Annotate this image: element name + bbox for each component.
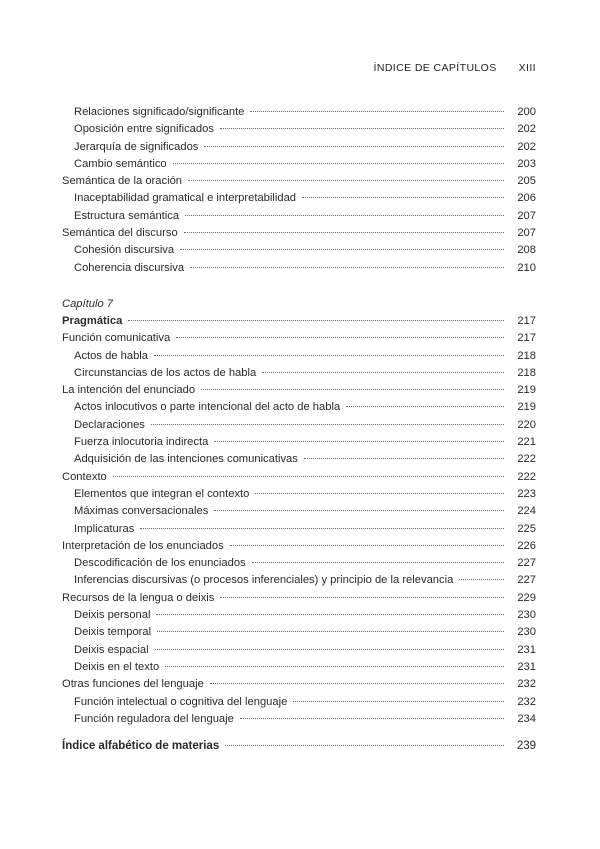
entry-title: Relaciones significado/significante bbox=[74, 106, 245, 118]
entry-title: Inferencias discursivas (o procesos inferenciales) y principio de la relevancia bbox=[74, 574, 454, 587]
entry-title: Cambio semántico bbox=[74, 157, 167, 170]
entry-page: 207 bbox=[517, 227, 536, 240]
dot-leader bbox=[154, 355, 504, 356]
dot-leader bbox=[165, 666, 504, 667]
dot-leader bbox=[155, 649, 504, 650]
entry-page: 231 bbox=[517, 643, 536, 656]
entry-page: 219 bbox=[517, 384, 536, 397]
entry-title: Semántica de la oración bbox=[62, 175, 183, 188]
toc-subentry[interactable] bbox=[62, 365, 536, 382]
entry-title: Función intelectual o cognitiva del lenguaje bbox=[74, 695, 288, 708]
entry-page: 234 bbox=[517, 712, 536, 725]
dot-leader bbox=[304, 458, 504, 459]
toc-entry[interactable] bbox=[62, 330, 536, 347]
entry-title: Elementos que integran el contexto bbox=[74, 487, 250, 500]
toc-subentry[interactable] bbox=[62, 434, 536, 451]
entry-title: Actos de habla bbox=[74, 349, 149, 362]
entry-title: Índice alfabético de materias bbox=[62, 740, 220, 752]
entry-title: Deixis personal bbox=[74, 609, 151, 622]
dot-leader bbox=[180, 249, 504, 250]
dot-leader bbox=[459, 579, 504, 580]
toc-subentry[interactable] bbox=[62, 208, 536, 225]
entry-title: Adquisición de las intenciones comunicativas bbox=[74, 453, 298, 466]
entry-title: Actos inlocutivos o parte intencional del acto de habla bbox=[74, 401, 341, 414]
entry-page: 227 bbox=[517, 557, 536, 570]
toc-subentry[interactable] bbox=[62, 121, 536, 138]
entry-title: Interpretación de los enunciados bbox=[62, 539, 224, 552]
toc-subentry[interactable] bbox=[62, 260, 536, 277]
dot-leader bbox=[262, 372, 504, 373]
entry-page: 231 bbox=[517, 660, 536, 673]
dot-leader bbox=[151, 424, 504, 425]
dot-leader bbox=[188, 180, 504, 181]
dot-leader bbox=[190, 267, 504, 268]
entry-page: 205 bbox=[517, 175, 536, 188]
toc-subentry[interactable] bbox=[62, 190, 536, 207]
entry-page: 225 bbox=[517, 522, 536, 535]
entry-page: 230 bbox=[517, 626, 536, 639]
toc-entry[interactable] bbox=[62, 676, 536, 693]
toc-subentry[interactable] bbox=[62, 607, 536, 624]
entry-page: 221 bbox=[517, 436, 536, 449]
dot-leader bbox=[230, 545, 504, 546]
entry-page: 207 bbox=[517, 209, 536, 222]
toc-subentry[interactable] bbox=[62, 521, 536, 538]
entry-page: 232 bbox=[517, 678, 536, 691]
entry-title: Fuerza inlocutoria indirecta bbox=[74, 436, 209, 449]
entry-title: Otras funciones del lenguaje bbox=[62, 678, 204, 691]
dot-leader bbox=[128, 320, 504, 321]
toc-subentry[interactable] bbox=[62, 503, 536, 520]
toc-subentry[interactable] bbox=[62, 156, 536, 173]
entry-page: 217 bbox=[517, 332, 536, 345]
toc-entry[interactable] bbox=[62, 225, 536, 242]
toc-subentry[interactable] bbox=[62, 139, 536, 156]
toc-subentry[interactable] bbox=[62, 417, 536, 434]
entry-page: 218 bbox=[517, 349, 536, 362]
entry-page: 222 bbox=[517, 470, 536, 483]
toc-entry[interactable] bbox=[62, 382, 536, 399]
dot-leader bbox=[156, 614, 504, 615]
toc-entry[interactable] bbox=[62, 469, 536, 486]
entry-title: Descodificación de los enunciados bbox=[74, 557, 246, 570]
entry-title: La intención del enunciado bbox=[62, 384, 196, 397]
dot-leader bbox=[204, 146, 504, 147]
toc-entry[interactable] bbox=[62, 538, 536, 555]
toc-entry[interactable] bbox=[62, 173, 536, 190]
entry-title: Cohesión discursiva bbox=[74, 244, 175, 257]
toc-subentry[interactable] bbox=[62, 555, 536, 572]
dot-leader bbox=[255, 493, 504, 494]
entry-title: Declaraciones bbox=[74, 418, 145, 431]
dot-leader bbox=[220, 597, 504, 598]
entry-page: 223 bbox=[517, 487, 536, 500]
header-title: ÍNDICE DE CAPÍTULOS bbox=[373, 62, 497, 74]
entry-page: 206 bbox=[517, 192, 536, 205]
dot-leader bbox=[225, 745, 504, 746]
dot-leader bbox=[214, 510, 504, 511]
entry-page: 227 bbox=[517, 574, 536, 587]
entry-title: Contexto bbox=[62, 470, 107, 483]
entry-page: 208 bbox=[517, 244, 536, 257]
dot-leader bbox=[176, 337, 504, 338]
dot-leader bbox=[220, 128, 504, 129]
dot-leader bbox=[346, 406, 504, 407]
dot-leader bbox=[214, 441, 504, 442]
toc-subentry[interactable] bbox=[62, 348, 536, 365]
toc-subentry[interactable] bbox=[62, 694, 536, 711]
entry-page: 217 bbox=[517, 315, 536, 327]
dot-leader bbox=[185, 215, 504, 216]
toc-entry[interactable] bbox=[62, 590, 536, 607]
entry-page: 219 bbox=[517, 401, 536, 414]
toc-subentry[interactable] bbox=[62, 451, 536, 468]
toc-subentry[interactable] bbox=[62, 624, 536, 641]
dot-leader bbox=[210, 683, 504, 684]
dot-leader bbox=[240, 718, 504, 719]
entry-page: 218 bbox=[517, 366, 536, 379]
entry-title: Jerarquía de significados bbox=[74, 140, 199, 153]
entry-title: Deixis temporal bbox=[74, 626, 152, 639]
entry-title: Función reguladora del lenguaje bbox=[74, 712, 234, 725]
entry-page: 239 bbox=[516, 740, 536, 752]
dot-leader bbox=[250, 111, 504, 112]
toc-subentry[interactable] bbox=[62, 104, 536, 121]
dot-leader bbox=[184, 232, 504, 233]
toc-subentry[interactable] bbox=[62, 572, 536, 589]
entry-page: 210 bbox=[517, 261, 536, 274]
toc-chapter-7 bbox=[62, 295, 536, 728]
entry-title: Coherencia discursiva bbox=[74, 261, 185, 274]
entry-title: Estructura semántica bbox=[74, 209, 180, 222]
chapter-label: Capítulo 7 bbox=[62, 298, 113, 310]
dot-leader bbox=[140, 528, 504, 529]
entry-page: 226 bbox=[517, 539, 536, 552]
entry-title: Máximas conversacionales bbox=[74, 505, 209, 518]
entry-page: 229 bbox=[517, 591, 536, 604]
entry-title: Recursos de la lengua o deixis bbox=[62, 591, 215, 604]
dot-leader bbox=[201, 389, 504, 390]
entry-page: 200 bbox=[517, 106, 536, 118]
toc-subentry[interactable] bbox=[62, 486, 536, 503]
entry-page: 203 bbox=[517, 157, 536, 170]
chapter-heading[interactable] bbox=[62, 313, 536, 330]
toc-subentry[interactable] bbox=[62, 399, 536, 416]
dot-leader bbox=[173, 163, 504, 164]
entry-title: Circunstancias de los actos de habla bbox=[74, 366, 257, 379]
chapter-7-entries bbox=[62, 330, 536, 728]
dot-leader bbox=[302, 197, 504, 198]
dot-leader bbox=[157, 631, 504, 632]
toc-subentry[interactable] bbox=[62, 642, 536, 659]
dot-leader bbox=[293, 701, 504, 702]
entry-title: Deixis en el texto bbox=[74, 660, 160, 673]
page-folio: XIII bbox=[518, 62, 536, 74]
entry-title: Inaceptabilidad gramatical e interpretabilidad bbox=[74, 192, 297, 205]
toc-index bbox=[62, 738, 536, 755]
entry-page: 232 bbox=[517, 695, 536, 708]
entry-page: 222 bbox=[517, 453, 536, 466]
toc-subentry[interactable] bbox=[62, 242, 536, 259]
entry-title: Función comunicativa bbox=[62, 332, 171, 345]
index-entry[interactable] bbox=[62, 738, 536, 755]
entry-page: 224 bbox=[517, 505, 536, 518]
entry-page: 202 bbox=[517, 123, 536, 136]
entry-title: Semántica del discurso bbox=[62, 227, 178, 240]
running-header bbox=[374, 62, 536, 74]
entry-title: Pragmática bbox=[62, 315, 123, 327]
dot-leader bbox=[113, 476, 504, 477]
dot-leader bbox=[252, 562, 504, 563]
entry-title: Deixis espacial bbox=[74, 643, 149, 656]
entry-page: 220 bbox=[517, 418, 536, 431]
toc-subentry[interactable] bbox=[62, 659, 536, 676]
toc-subentry[interactable] bbox=[62, 711, 536, 728]
toc-section-semantics bbox=[62, 104, 536, 277]
entry-page: 230 bbox=[517, 609, 536, 622]
entry-title: Implicaturas bbox=[74, 522, 135, 535]
entry-title: Oposición entre significados bbox=[74, 123, 214, 136]
entry-page: 202 bbox=[517, 140, 536, 153]
